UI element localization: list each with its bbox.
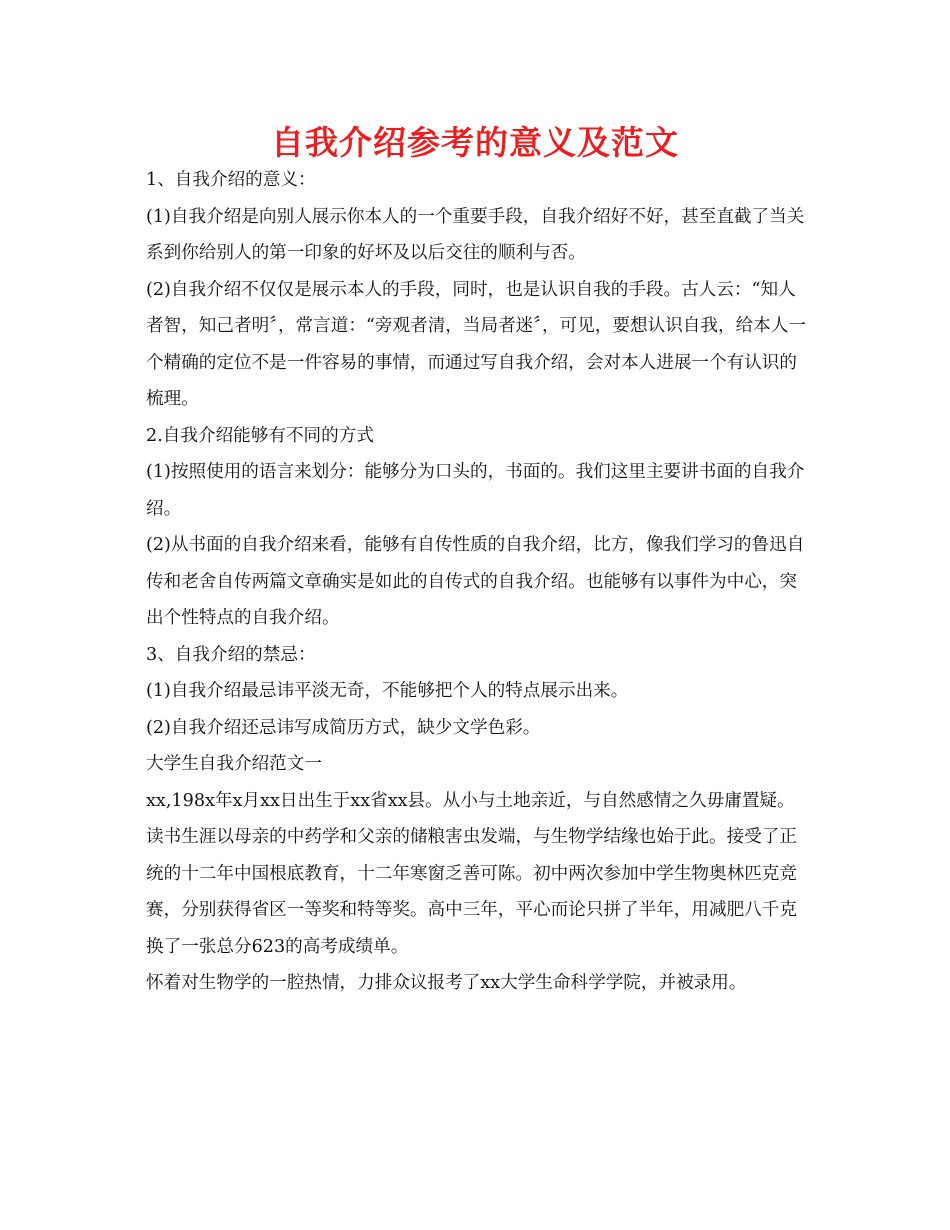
heading-significance: 1、自我介绍的意义： — [146, 170, 316, 190]
heading-taboos: 3、自我介绍的禁忌： — [146, 644, 316, 665]
paragraph-sample-birth: xx,198x年x月xx日出生于xx省xx县。从小与土地亲近，与自然感情之久毋庸置疑。 — [146, 790, 795, 811]
heading-sample-one: 大学生自我介绍范文一 — [146, 754, 322, 774]
paragraph-taboos-1: (1)自我介绍最忌讳平淡无奇，不能够把个人的特点展示出来。 — [146, 681, 629, 701]
paragraph-significance-1: (1)自我介绍是向别人展示你本人的一个重要手段，自我介绍好不好，甚至直截了当关系到你给别人的第一印象的好坏及以后交往的顺利与否。 — [146, 206, 805, 263]
document-body — [146, 162, 806, 1002]
paragraph-sample-university: 怀着对生物学的一腔热情，力排众议报考了xx大学生命科学学院，并被录用。 — [146, 973, 747, 993]
paragraph-significance-2: (2)自我介绍不仅仅是展示本人的手段，同时，也是认识自我的手段。古人云：“知人者智，知己者明〞，常言道：“旁观者清，当局者迷〞，可见，要想认识自我，给本人一个精确的定位不是一件容易的事情，而通过写自我介绍，会对本人进展一个有认识的梳理。 — [146, 279, 806, 409]
heading-forms: 2.自我介绍能够有不同的方式 — [146, 425, 374, 446]
paragraph-forms-2: (2)从书面的自我介绍来看，能够有自传性质的自我介绍，比方，像我们学习的鲁迅自传和老舍自传两篇文章确实是如此的自传式的自我介绍。也能够有以事件为中心，突出个性特点的自我介绍。 — [146, 535, 805, 628]
paragraph-sample-education: 读书生涯以母亲的中药学和父亲的储粮害虫发端，与生物学结缘也始于此。接受了正统的十二年中国根底教育，十二年寒窗乏善可陈。初中两次参加中学生物奥林匹克竞赛，分别获得省区一等奖和特等奖。高中三年，平心而论只拼了半年，用减肥八千克换了一张总分623的高考成绩单。 — [146, 827, 797, 957]
document-title: 自我介绍参考的意义及范文 — [271, 123, 679, 162]
paragraph-taboos-2: (2)自我介绍还忌讳写成简历方式，缺少文学色彩。 — [146, 717, 541, 738]
paragraph-forms-1: (1)按照使用的语言来划分：能够分为口头的，书面的。我们这里主要讲书面的自我介绍。 — [146, 462, 805, 519]
